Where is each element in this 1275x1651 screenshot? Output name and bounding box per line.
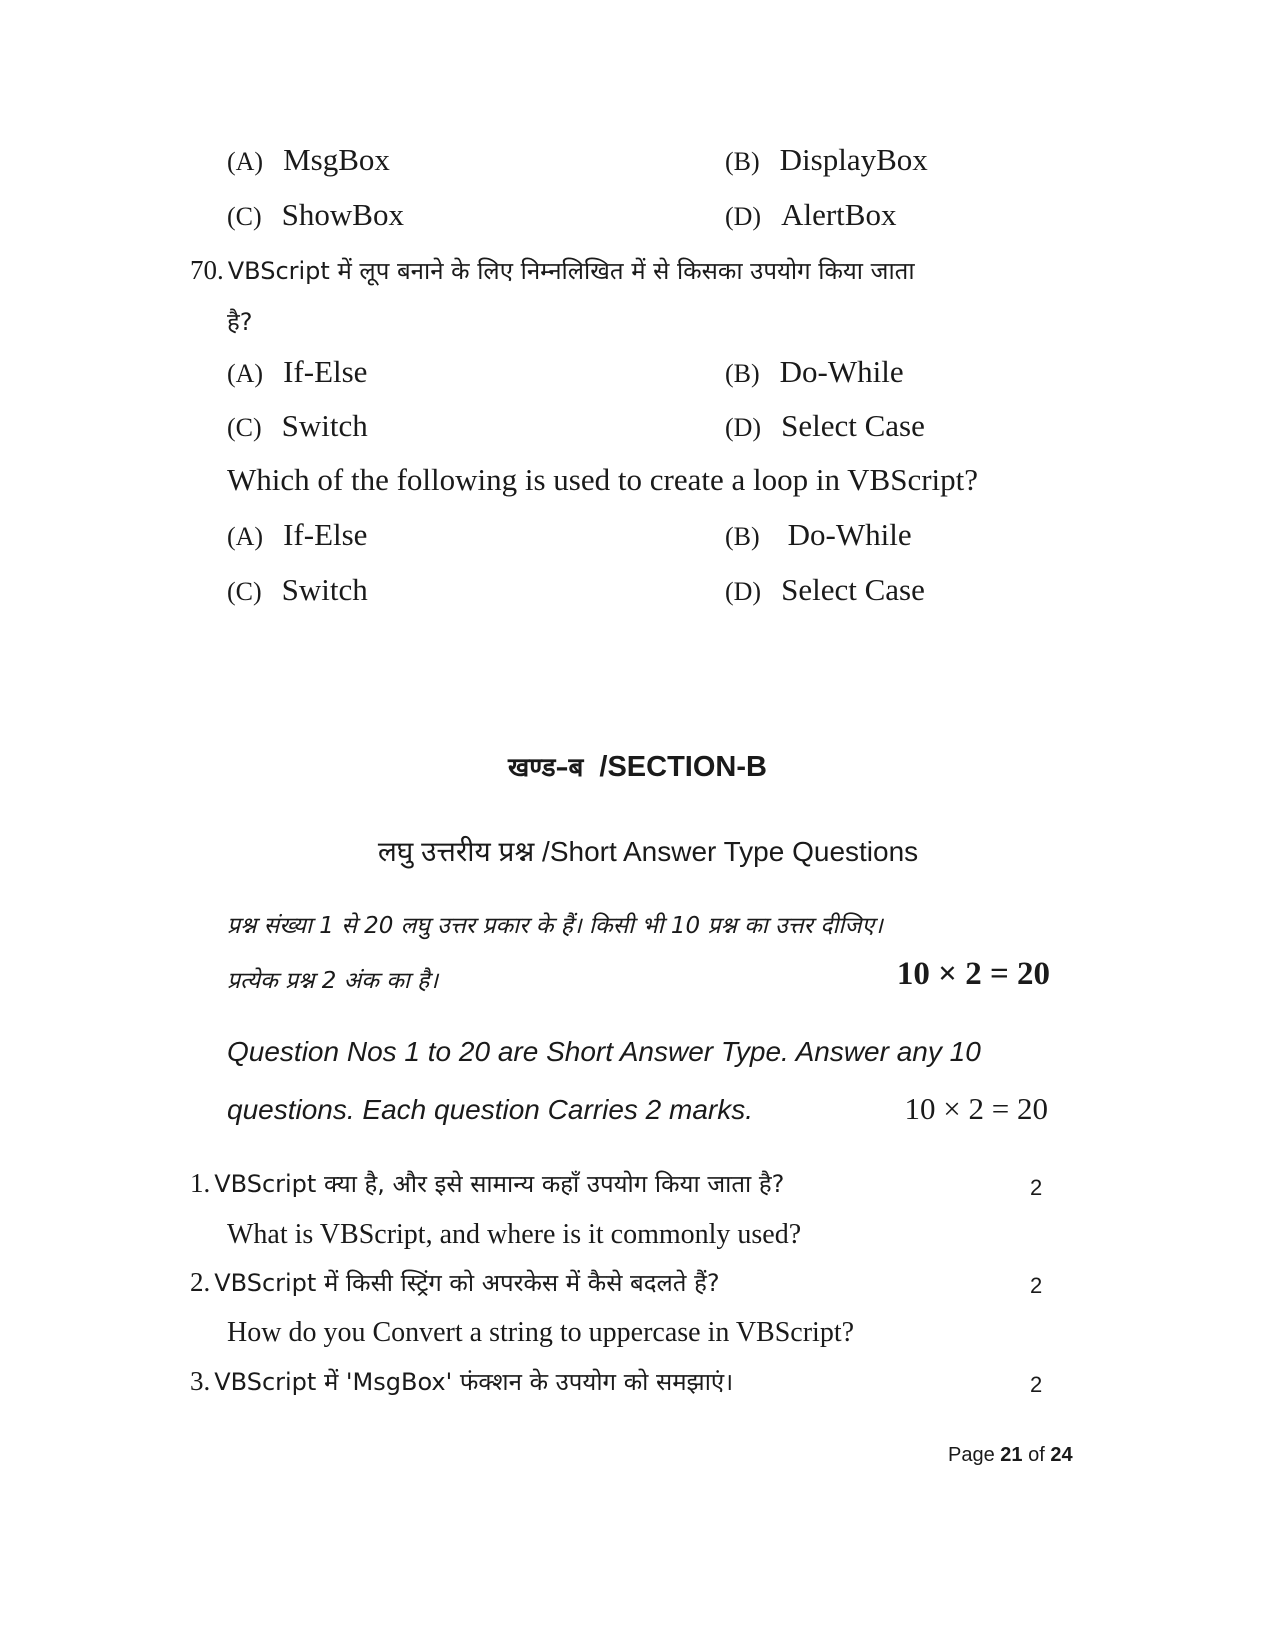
q69-option-d: [725, 197, 896, 233]
option-label: (A): [227, 522, 264, 551]
section-title: [0, 748, 1275, 784]
q70-english-option-b: [725, 517, 912, 553]
option-label: (D): [725, 577, 762, 606]
english-instruction-line1: Question Nos 1 to 20 are Short Answer Type. Answer any 10: [227, 1036, 981, 1067]
option-text: Do-While: [787, 517, 912, 552]
q70-question-hindi: [190, 254, 915, 287]
question-number: 2.: [190, 1267, 211, 1297]
option-text: Select Case: [781, 572, 925, 607]
question-text-hindi: VBScript में लूप बनाने के लिए निम्नलिखित में से किसका उपयोग किया जाता: [227, 257, 915, 285]
option-label: (D): [725, 413, 762, 442]
q69-option-c: [227, 197, 404, 233]
option-label: (B): [725, 359, 760, 388]
question-number: 1.: [190, 1168, 211, 1198]
question-marks: 2: [1030, 1273, 1043, 1298]
english-instruction-marks: 10 × 2 = 20: [904, 1091, 1048, 1126]
option-text: If-Else: [283, 517, 368, 552]
q70-hindi-option-b: [725, 354, 904, 390]
section-subtitle: लघु उत्तरीय प्रश्न /Short Answer Type Questions: [377, 836, 919, 867]
english-instruction-line2: questions. Each question Carries 2 marks.: [227, 1094, 754, 1125]
question-2: [190, 1266, 720, 1299]
question-number: 70.: [190, 255, 224, 285]
q70-question-hindi-line2: है?: [227, 308, 253, 336]
option-text: Switch: [281, 572, 368, 607]
q70-english-option-c: [227, 572, 368, 608]
page-number: [948, 1444, 1073, 1467]
question-text-hindi: VBScript क्या है, और इसे सामान्य कहाँ उपयोग किया जाता है?: [214, 1170, 785, 1198]
option-text: DisplayBox: [779, 142, 928, 177]
question-number: 3.: [190, 1366, 211, 1396]
option-text: MsgBox: [283, 142, 390, 177]
q70-hindi-option-a: [227, 354, 367, 390]
q70-question-english: Which of the following is used to create a loop in VBScript?: [227, 462, 979, 497]
question-3: [190, 1365, 733, 1398]
question-text-hindi: VBScript में 'MsgBox' फंक्शन के उपयोग को समझाएं।: [214, 1368, 734, 1396]
option-label: (B): [725, 147, 760, 176]
question-text-hindi: VBScript में किसी स्ट्रिंग को अपरकेस में कैसे बदलते हैं?: [214, 1269, 720, 1297]
hindi-instruction-marks: 10 × 2 = 20: [896, 956, 1050, 992]
q70-english-option-a: [227, 517, 367, 553]
q69-option-b: [725, 142, 928, 178]
page-current: 21: [1000, 1444, 1023, 1466]
hindi-instruction-line2: प्रत्येक प्रश्न 2 अंक का है।: [227, 968, 439, 994]
option-label: (B): [725, 522, 760, 551]
option-text: Switch: [281, 408, 368, 443]
option-label: (D): [725, 202, 762, 231]
page-total: 24: [1050, 1444, 1073, 1466]
option-label: (A): [227, 359, 264, 388]
question-marks: 2: [1030, 1372, 1043, 1397]
q70-hindi-option-c: [227, 408, 368, 444]
question-marks: 2: [1030, 1175, 1043, 1200]
q69-option-a: [227, 142, 390, 178]
question-text-english: How do you Convert a string to uppercase in VBScript?: [227, 1317, 855, 1348]
option-text: AlertBox: [781, 197, 897, 232]
option-text: Do-While: [779, 354, 904, 389]
option-label: (C): [227, 577, 262, 606]
section-title-hindi: खण्ड–ब: [508, 753, 584, 783]
option-label: (C): [227, 413, 262, 442]
q70-hindi-option-d: [725, 408, 925, 444]
page-prefix: Page: [948, 1444, 995, 1466]
page-of: of: [1028, 1444, 1045, 1466]
option-label: (A): [227, 147, 264, 176]
hindi-instruction-line1: प्रश्न संख्या 1 से 20 लघु उत्तर प्रकार के हैं। किसी भी 10 प्रश्न का उत्तर दीजिए।: [227, 913, 883, 939]
q70-english-option-d: [725, 572, 925, 608]
question-1: [190, 1167, 784, 1200]
option-text: Select Case: [781, 408, 925, 443]
option-label: (C): [227, 202, 262, 231]
section-title-english: /SECTION-B: [599, 751, 767, 783]
question-text-english: What is VBScript, and where is it commonly used?: [227, 1219, 802, 1250]
option-text: ShowBox: [281, 197, 404, 232]
option-text: If-Else: [283, 354, 368, 389]
